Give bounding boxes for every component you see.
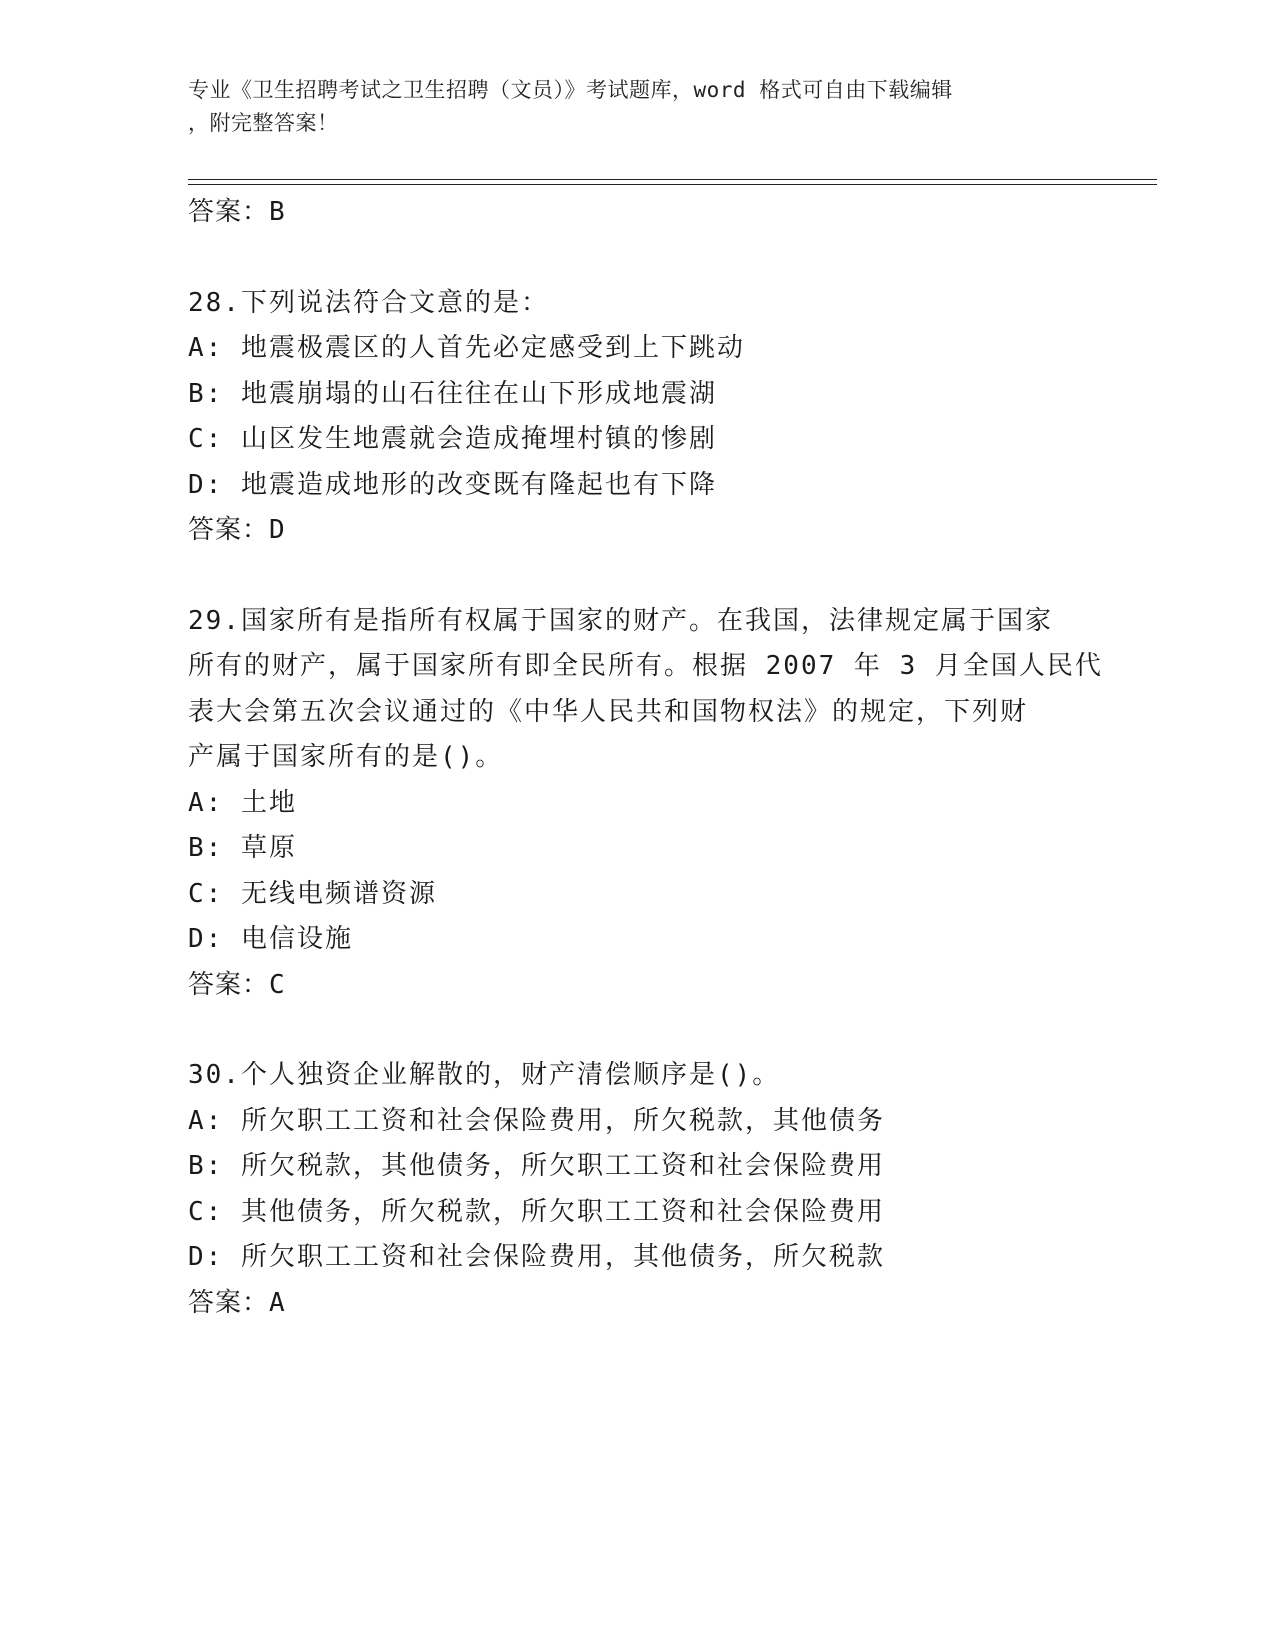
answer-value: C — [269, 969, 286, 1000]
question-stem-line: 所有的财产，属于国家所有即全民所有。根据 2007 年 3 月全国人民代 — [188, 651, 1103, 681]
question-stem-line: 表大会第五次会议通过的《中华人民共和国物权法》的规定，下列财 — [188, 696, 1029, 727]
option-c: C: 无线电频谱资源 — [188, 878, 437, 909]
header-divider-top — [188, 179, 1157, 180]
answer-value: D — [269, 515, 286, 545]
question-answer — [188, 508, 1088, 554]
header-line-1: 专业《卫生招聘考试之卫生招聘（文员）》考试题库，word 格式可自由下载编辑 — [188, 78, 953, 102]
question-29 — [188, 599, 1103, 1009]
option-d: D: 电信设施 — [188, 924, 353, 954]
option-b: B: 草原 — [188, 833, 297, 863]
option-c: C: 山区发生地震就会造成掩埋村镇的惨剧 — [188, 424, 717, 454]
question-stem-line: 产属于国家所有的是()。 — [188, 742, 504, 772]
header-line-2: ，附完整答案！ — [188, 111, 339, 135]
question-stem-line: 29.国家所有是指所有权属于国家的财产。在我国，法律规定属于国家 — [188, 605, 1053, 636]
answer-label: 答案： — [188, 1287, 270, 1318]
question-30 — [188, 1053, 1088, 1326]
answer-value: A — [269, 1287, 286, 1318]
question-content — [188, 190, 1103, 1326]
question-28 — [188, 281, 1088, 554]
option-a: A: 地震极震区的人首先必定感受到上下跳动 — [188, 333, 745, 363]
answer-label: 答案： — [188, 969, 270, 1000]
previous-answer — [188, 190, 1088, 236]
question-answer — [188, 963, 1088, 1009]
option-a: A: 所欠职工工资和社会保险费用，所欠税款，其他债务 — [188, 1105, 885, 1136]
answer-label: 答案： — [188, 197, 270, 227]
option-d: D: 地震造成地形的改变既有隆起也有下降 — [188, 469, 717, 500]
question-answer — [188, 1281, 1088, 1327]
answer-label: 答案： — [188, 515, 270, 545]
header-divider-bottom — [188, 184, 1157, 185]
option-b: B: 所欠税款，其他债务，所欠职工工资和社会保险费用 — [188, 1151, 885, 1181]
option-c: C: 其他债务，所欠税款，所欠职工工资和社会保险费用 — [188, 1196, 885, 1227]
option-b: B: 地震崩塌的山石往往在山下形成地震湖 — [188, 378, 717, 409]
answer-value: B — [269, 197, 286, 227]
option-a: A: 土地 — [188, 787, 297, 818]
option-d: D: 所欠职工工资和社会保险费用，其他债务，所欠税款 — [188, 1242, 885, 1272]
header-note — [188, 74, 1068, 140]
question-stem: 28.下列说法符合文意的是： — [188, 287, 549, 318]
question-stem: 30.个人独资企业解散的，财产清偿顺序是()。 — [188, 1060, 781, 1090]
